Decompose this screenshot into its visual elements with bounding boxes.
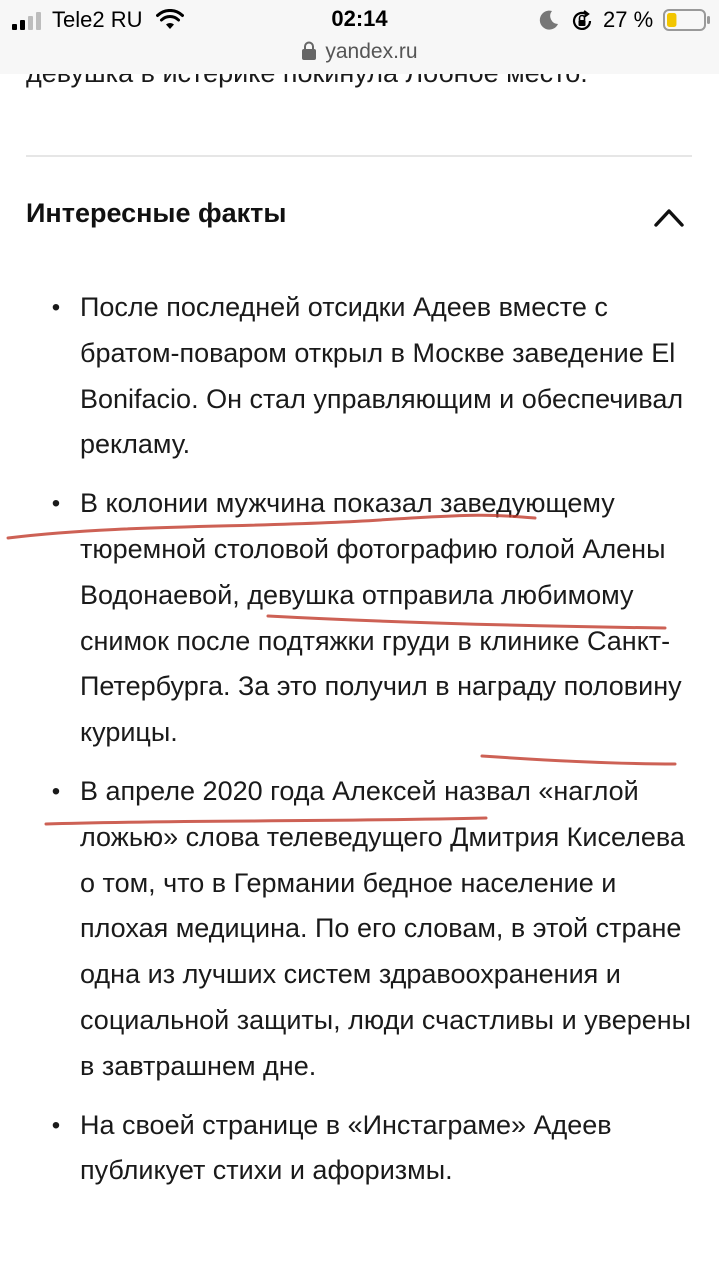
- chevron-up-icon[interactable]: [652, 202, 686, 232]
- section-title: Интересные факты: [26, 198, 287, 228]
- fact-text: В колонии мужчина показал заведующему тюремной столовой фотографию голой Алены Водонаевой, девушка отправила любимому снимок после подтяжки груди в клинике Санкт-Петербурга. За это получил в награду половину курицы.: [80, 488, 682, 748]
- section-divider: [26, 155, 692, 157]
- status-bar: [0, 0, 719, 40]
- moon-icon: [538, 9, 560, 31]
- list-item: [0, 285, 719, 468]
- fact-text: После последней отсидки Адеев вместе с братом-поваром открыл в Москве заведение El Bonifacio. Он стал управляющим и обеспечивал рекламу.: [80, 292, 684, 460]
- rotation-lock-icon: [570, 9, 594, 33]
- address-bar[interactable]: [0, 40, 719, 74]
- carrier-name: Tele2 RU: [52, 7, 143, 32]
- bullet: •: [51, 1111, 61, 1139]
- bullet: •: [51, 490, 61, 518]
- clock: 02:14: [331, 6, 388, 31]
- bullet: •: [51, 294, 61, 321]
- list-item: [0, 1103, 719, 1195]
- bullet: •: [51, 777, 61, 805]
- battery-percentage: 27 %: [603, 7, 654, 32]
- lock-icon: [301, 41, 317, 61]
- fact-text: В апреле 2020 года Алексей назвал «наглой ложью» слова телеведущего Дмитрия Киселева о том, что в Германии бедное население и плохая медицина. По его словам, в этой стране одна из лучших систем здравоохранения и социальной защиты, люди счастливы и уверены в завтрашнем дне.: [80, 775, 692, 1081]
- facts-list: [0, 285, 719, 1207]
- fact-text: На своей странице в «Инстаграме» Адеев публикует стихи и афоризмы.: [80, 1109, 612, 1186]
- battery-icon: [663, 9, 711, 31]
- facts-section-header[interactable]: [26, 182, 692, 252]
- list-item: [0, 481, 719, 756]
- url-text: yandex.ru: [325, 40, 418, 63]
- list-item: [0, 769, 719, 1090]
